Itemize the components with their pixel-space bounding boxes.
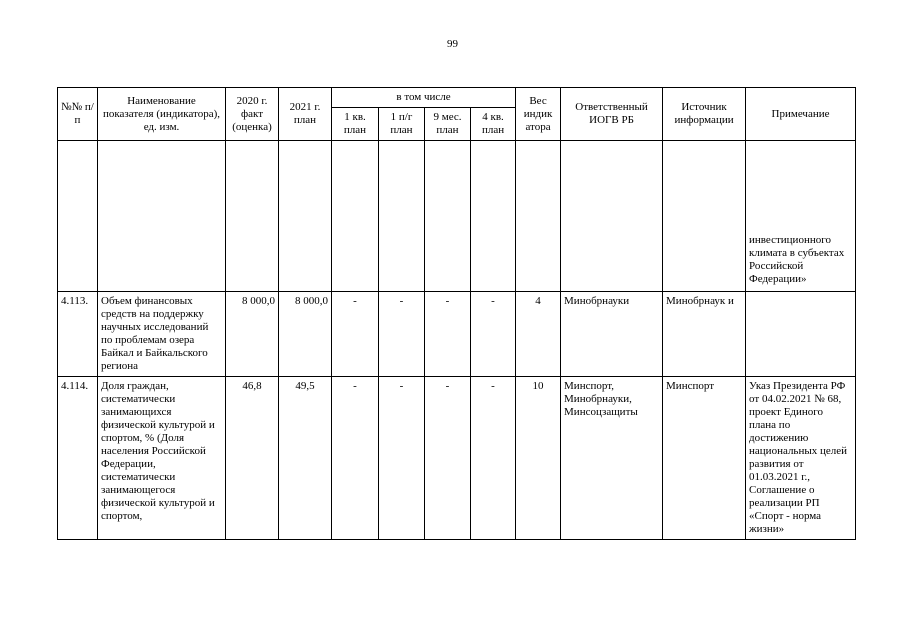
header-responsible: Ответственный ИОГВ РБ (561, 88, 663, 141)
cell-plan2021: 49,5 (279, 377, 332, 540)
cell-h1: - (379, 377, 425, 540)
cell-plan2021: 8 000,0 (279, 292, 332, 377)
header-row-1 (58, 88, 856, 108)
table-row (58, 292, 856, 377)
cell-note (746, 292, 856, 377)
cell-fact2020: 8 000,0 (226, 292, 279, 377)
cell-name: Объем финансовых средств на поддержку научных исследований по проблемам озера Байкал и Байкальского региона (98, 292, 226, 377)
cell-note: инвестиционного климата в субъектах Российской Федерации» (746, 141, 856, 292)
header-source: Источник информации (663, 88, 746, 141)
page-number: 99 (447, 38, 458, 50)
cell-q4: - (471, 292, 516, 377)
cell-h1: - (379, 292, 425, 377)
table-row-continuation (58, 141, 856, 292)
cell-weight: 10 (516, 377, 561, 540)
header-including: в том числе (332, 88, 516, 108)
cell-weight: 4 (516, 292, 561, 377)
header-weight: Вес индик атора (516, 88, 561, 141)
header-q1: 1 кв. план (332, 108, 379, 141)
cell-num: 4.113. (58, 292, 98, 377)
cell-m9: - (425, 292, 471, 377)
cell-note: Указ Президента РФ от 04.02.2021 № 68, проект Единого плана по достижению национальных целей развития от 01.03.2021 г., Соглашение о реализации РП «Спорт - норма жизни» (746, 377, 856, 540)
cell-fact2020: 46,8 (226, 377, 279, 540)
indicators-table (57, 87, 856, 540)
cell-source: Минспорт (663, 377, 746, 540)
cell-num: 4.114. (58, 377, 98, 540)
header-plan2021: 2021 г. план (279, 88, 332, 141)
header-m9: 9 мес. план (425, 108, 471, 141)
cell-responsible: Минспорт, Минобрнауки, Минсоцзащиты (561, 377, 663, 540)
cell-q4: - (471, 377, 516, 540)
header-note: Примечание (746, 88, 856, 141)
header-name: Наименование показателя (индикатора), ед. изм. (98, 88, 226, 141)
cell-name: Доля граждан, систематически занимающихся физической культурой и спортом, % (Доля населения Российской Федерации, систематически занимающегося физической культурой и спортом, (98, 377, 226, 540)
header-fact2020: 2020 г. факт (оценка) (226, 88, 279, 141)
cell-responsible: Минобрнауки (561, 292, 663, 377)
header-h1: 1 п/г план (379, 108, 425, 141)
cell-q1: - (332, 292, 379, 377)
cell-q1: - (332, 377, 379, 540)
header-q4: 4 кв. план (471, 108, 516, 141)
cell-m9: - (425, 377, 471, 540)
cell-source: Минобрнаук и (663, 292, 746, 377)
table-row (58, 377, 856, 540)
header-num: №№ п/п (58, 88, 98, 141)
